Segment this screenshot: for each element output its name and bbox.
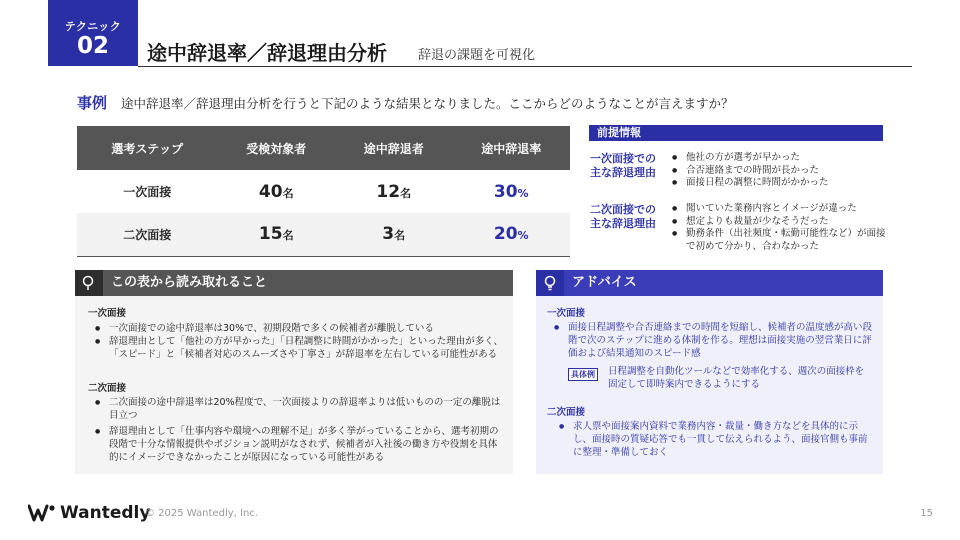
- logo-text: Wantedly: [60, 503, 151, 523]
- rate-cell: 20%: [452, 213, 570, 256]
- example-text: 日程調整を自動化ツールなどで効率化する、週次の面接枠を固定して即時案内できるようにする: [608, 366, 865, 390]
- advice-title: アドバイス: [572, 275, 637, 290]
- premise-list: [672, 152, 887, 190]
- advice-list: [559, 420, 869, 459]
- case-question: 途中辞退率／辞退理由分析を行うと下記のような結果となりました。ここからどのようなことが言えますか？: [121, 96, 734, 111]
- step-cell: 一次面接: [77, 170, 218, 213]
- list-item: ● 合否連絡までの時間が長かった: [672, 165, 887, 178]
- target-cell: 40名: [218, 170, 335, 213]
- premise-title: 前提情報: [589, 125, 883, 141]
- case-label: 事例: [77, 94, 108, 112]
- premise-group-label: 二次面接での 主な辞退理由: [590, 203, 656, 230]
- rate-cell: 30%: [452, 170, 570, 213]
- copyright: © 2025 Wantedly, Inc.: [145, 508, 258, 519]
- page-title: 途中辞退率／辞退理由分析: [147, 41, 387, 65]
- table-header-cell: 選考ステップ: [77, 126, 218, 170]
- list-item: ● 辞退理由として「仕事内容や環境への理解不足」が多く挙がっていることから、選考初期の段階で十分な情報提供やポジション説明がなされず、候補者が入社後の働き方や役割を具体的にイメージできなかったことが原因になっている可能性がある: [95, 425, 505, 464]
- advice-list: [554, 321, 872, 360]
- target-cell: 15名: [218, 213, 335, 256]
- table-header-cell: 途中辞退者: [335, 126, 452, 170]
- page-number: 15: [920, 508, 933, 519]
- premise-group-label: 一次面接での 主な辞退理由: [590, 152, 656, 179]
- list-item: ● 面接日程の調整に時間がかかった: [672, 177, 887, 190]
- list-item: ● 辞退理由として「他社の方が早かった」「日程調整に時間がかかった」といった理由が多く、「スピード」と「候補者対応のスムーズさや丁寧さ」が辞退率を左右している可能性がある: [95, 335, 505, 361]
- example-tag: 具体例: [568, 368, 598, 381]
- table-header-cell: 途中辞退率: [452, 126, 570, 170]
- table-row: [77, 170, 570, 213]
- page-subtitle: 辞退の課題を可視化: [418, 48, 536, 63]
- step-cell: 二次面接: [77, 213, 218, 256]
- insights-list: [95, 322, 505, 361]
- table-header-cell: 受検対象者: [218, 126, 335, 170]
- list-item: ● 想定よりも裁量が少なそうだった: [672, 216, 887, 229]
- section-heading: 二次面接: [88, 383, 127, 394]
- result-table: [77, 126, 570, 257]
- lightbulb-icon: [536, 270, 564, 296]
- list-item: ● 他社の方が選考が早かった: [672, 152, 887, 165]
- table-header-row: [77, 126, 570, 170]
- technique-number: 02: [76, 33, 109, 59]
- search-icon: [75, 270, 103, 296]
- section-heading: 一次面接: [547, 308, 586, 319]
- declined-cell: 12名: [335, 170, 452, 213]
- wantedly-logo-mark-icon: [28, 504, 56, 522]
- list-item: ● 聞いていた業務内容とイメージが違った: [672, 203, 887, 216]
- insights-title: この表から読み取れること: [111, 275, 268, 290]
- wantedly-logo: [28, 503, 150, 523]
- section-heading: 二次面接: [547, 407, 586, 418]
- list-item: ● 勤務条件（出社頻度・転勤可能性など）が面接で初めて分かり、合わなかった: [672, 228, 887, 253]
- title-divider: [138, 66, 912, 67]
- list-item: ● 求人票や面接案内資料で業務内容・裁量・働き方などを具体的に示し、面接時の質疑応答でも一貫して伝えられるよう、面接官側も事前に整理・準備しておく: [559, 420, 869, 459]
- list-item: ● 一次面接での途中辞退率は30%で、初期段階で多くの候補者が離脱している: [95, 322, 505, 335]
- table-row: [77, 213, 570, 256]
- technique-label: テクニック: [64, 20, 122, 33]
- advice-header: [536, 270, 883, 296]
- list-item: ● 二次面接の途中辞退率は20%程度で、一次面接よりの辞退率よりは低いものの一定の離脱は目立つ: [95, 396, 505, 422]
- insights-list: [95, 396, 505, 464]
- technique-badge: [48, 0, 138, 66]
- declined-cell: 3名: [335, 213, 452, 256]
- section-heading: 一次面接: [88, 308, 127, 319]
- insights-header: [75, 270, 513, 296]
- list-item: ● 面接日程調整や合否連絡までの時間を短縮し、候補者の温度感が高い段階で次のステップに進める体制を作る。理想は面接実施の翌営業日に評価および結果通知のスピード感: [554, 321, 872, 360]
- premise-list: [672, 203, 887, 253]
